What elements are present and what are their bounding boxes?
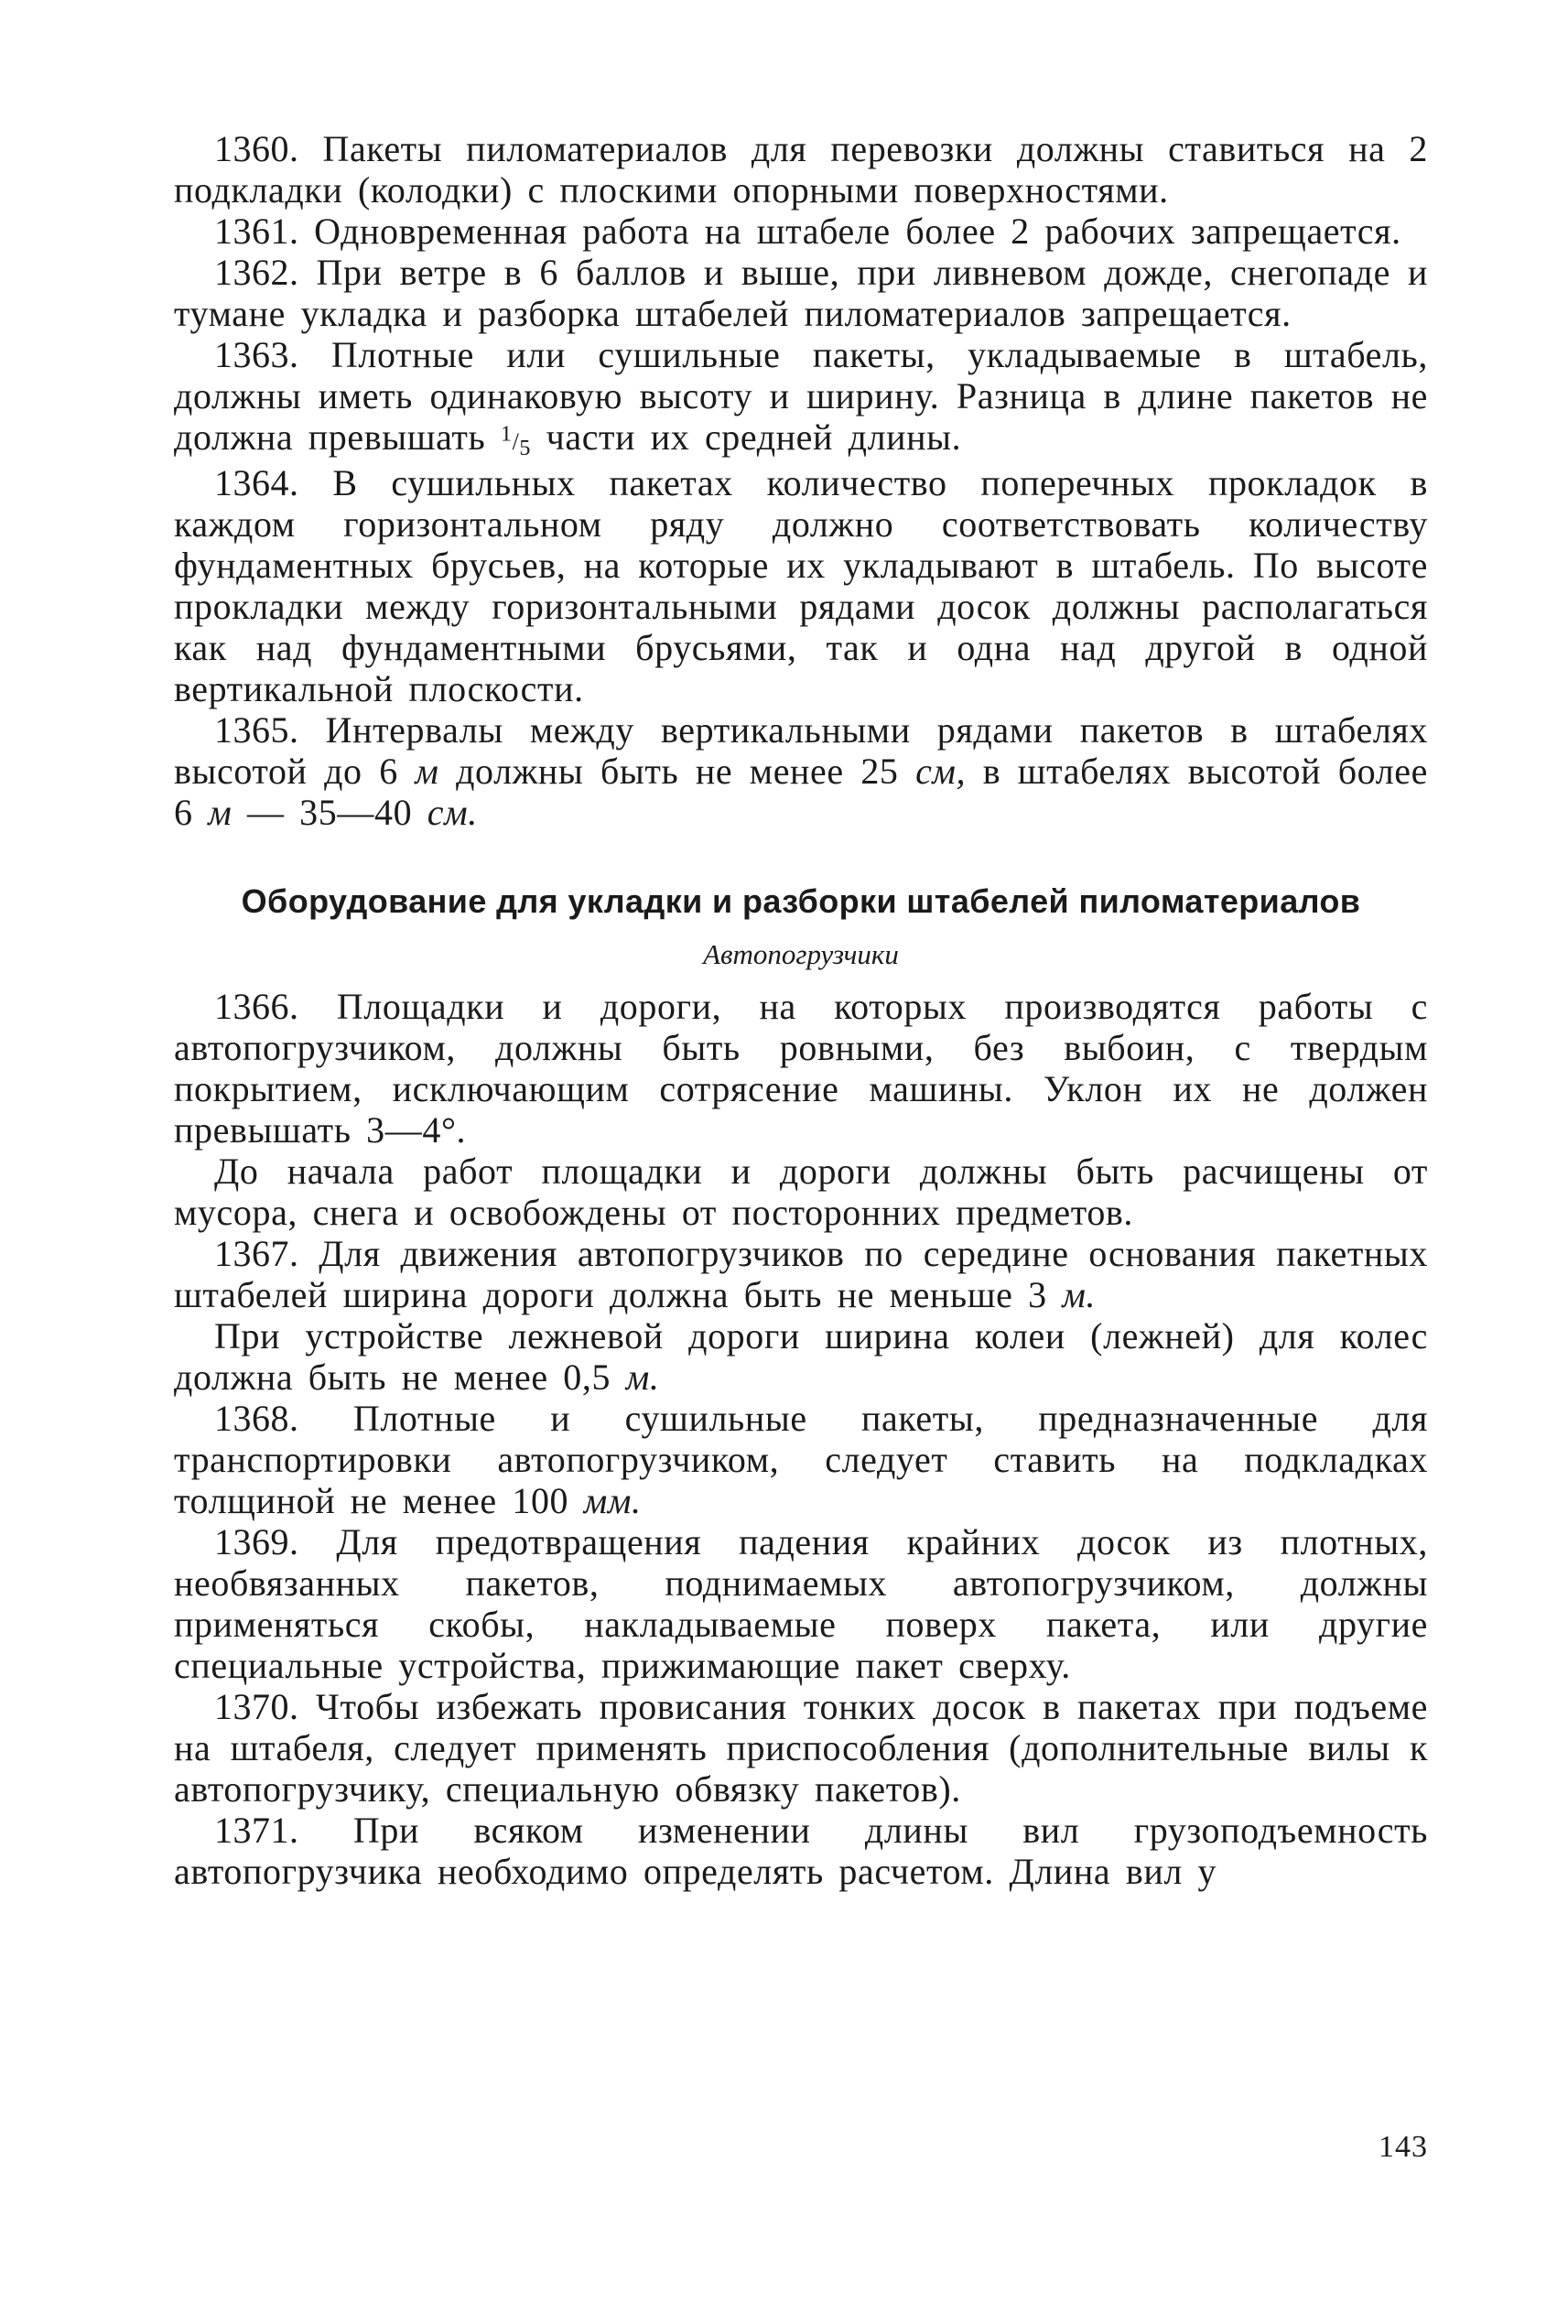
paragraph-text: Плотные или сушильные пакеты, укладываемые в штабель, должны иметь одинаковую высоту и ширину. Разница в длине пакетов не должна превышать [174,334,1428,458]
paragraph-1365 [174,709,1428,833]
paragraph-text: В сушильных пакетах количество поперечных прокладок в каждом горизонтальном ряду должно соответствовать количеству фундаментных брусьев, на которые их укладывают в штабель. По высоте прокладки между горизонтальными рядами досок должны располагаться как над фундаментными брусьями, так и одна над другой в одной вертикальной плоскости. [174,462,1428,709]
unit-centimeters: см. [427,792,478,833]
paragraph-1368 [174,1398,1428,1521]
item-number: 1371. [214,1810,299,1851]
item-number: 1360. [214,128,299,169]
section-heading: Оборудование для укладки и разборки штабелей пиломатериалов [241,882,1361,920]
paragraph-text: При устройстве лежневой дороги ширина колеи (лежней) для колес должна быть не менее 0,5 [174,1315,1428,1398]
paragraph-text: При ветре в 6 баллов и выше, при ливневом дожде, снегопаде и тумане укладка и разборка штабелей пиломатериалов запрещается. [174,252,1428,334]
item-number: 1367. [214,1233,299,1274]
paragraph-1369 [174,1521,1428,1686]
paragraph-1366 [174,986,1428,1151]
paragraph-1367 [174,1233,1428,1315]
paragraph-1362 [174,252,1428,334]
item-number: 1361. [214,211,299,252]
paragraph-1360 [174,128,1428,211]
paragraph-1361 [174,211,1428,252]
paragraph-text: Чтобы избежать провисания тонких досок в пакетах при подъеме на штабеля, следует применять приспособления (дополнительные вилы к автопогрузчику, специальную обвязку пакетов). [174,1686,1428,1810]
unit-centimeters: см, [915,751,967,792]
paragraph-text: — 35—40 [246,792,413,833]
paragraph-text: Одновременная работа на штабеле более 2 рабочих запрещается. [314,211,1401,252]
paragraph-text: Для предотвращения падения крайних досок из плотных, необвязанных пакетов, поднимаемых автопогрузчиком, должны применяться скобы, накладываемые поверх пакета, или другие специальные устройства, прижимающие пакет сверху. [174,1521,1428,1686]
section-subheading: Автопогрузчики [703,938,899,970]
paragraph-1366-continued [174,1151,1428,1233]
fraction-numerator: 1 [500,422,513,447]
unit-millimeters: мм. [583,1480,642,1521]
item-number: 1364. [214,462,299,503]
paragraph-text: При всяком изменении длины вил грузоподъемность автопогрузчика необходимо определять расчетом. Длина вил у [174,1810,1428,1892]
paragraph-text: части их средней длины. [546,416,962,458]
paragraph-text: Для движения автопогрузчиков по середине основания пакетных штабелей ширина дороги должна быть не меньше 3 [174,1233,1428,1315]
page-body [174,128,1428,1892]
paragraph-text: Интервалы между вертикальными рядами пакетов в штабелях высотой до 6 [174,709,1428,792]
paragraph-1367-continued [174,1315,1428,1398]
unit-meters: м. [1062,1274,1097,1315]
item-number: 1369. [214,1521,299,1562]
paragraph-1364 [174,462,1428,709]
unit-meters: м [208,792,232,833]
fraction-one-fifth: $^1/_5$ [500,422,532,461]
paragraph-text: в штабелях высотой более 6 [174,751,1428,833]
paragraph-text: Пакеты пиломатериалов для перевозки должны ставиться на 2 подкладки (колодки) с плоскими опорными поверхностями. [174,128,1428,211]
page-number: 143 [1379,2130,1428,2164]
item-number: 1362. [214,252,299,293]
paragraph-text: должны быть не менее 25 [456,751,899,792]
paragraph-text: Плотные и сушильные пакеты, предназначенные для транспортировки автопогрузчиком, следует ставить на подкладках толщиной не менее 100 [174,1398,1428,1521]
paragraph-text: Площадки и дороги, на которых производятся работы с автопогрузчиком, должны быть ровными, без выбоин, с твердым покрытием, исключающим сотрясение машины. Уклон их не должен превышать 3—4°. [174,986,1428,1151]
unit-meters: м. [625,1357,660,1398]
unit-meters: м [415,751,439,792]
item-number: 1363. [214,334,299,375]
paragraph-1370 [174,1686,1428,1810]
fraction-denominator: 5 [519,437,532,461]
item-number: 1370. [214,1686,299,1727]
item-number: 1366. [214,986,299,1027]
paragraph-1371 [174,1810,1428,1892]
paragraph-1363 [174,334,1428,462]
item-number: 1368. [214,1398,299,1439]
item-number: 1365. [214,709,299,751]
paragraph-text: До начала работ площадки и дороги должны быть расчищены от мусора, снега и освобождены от посторонних предметов. [174,1151,1428,1233]
